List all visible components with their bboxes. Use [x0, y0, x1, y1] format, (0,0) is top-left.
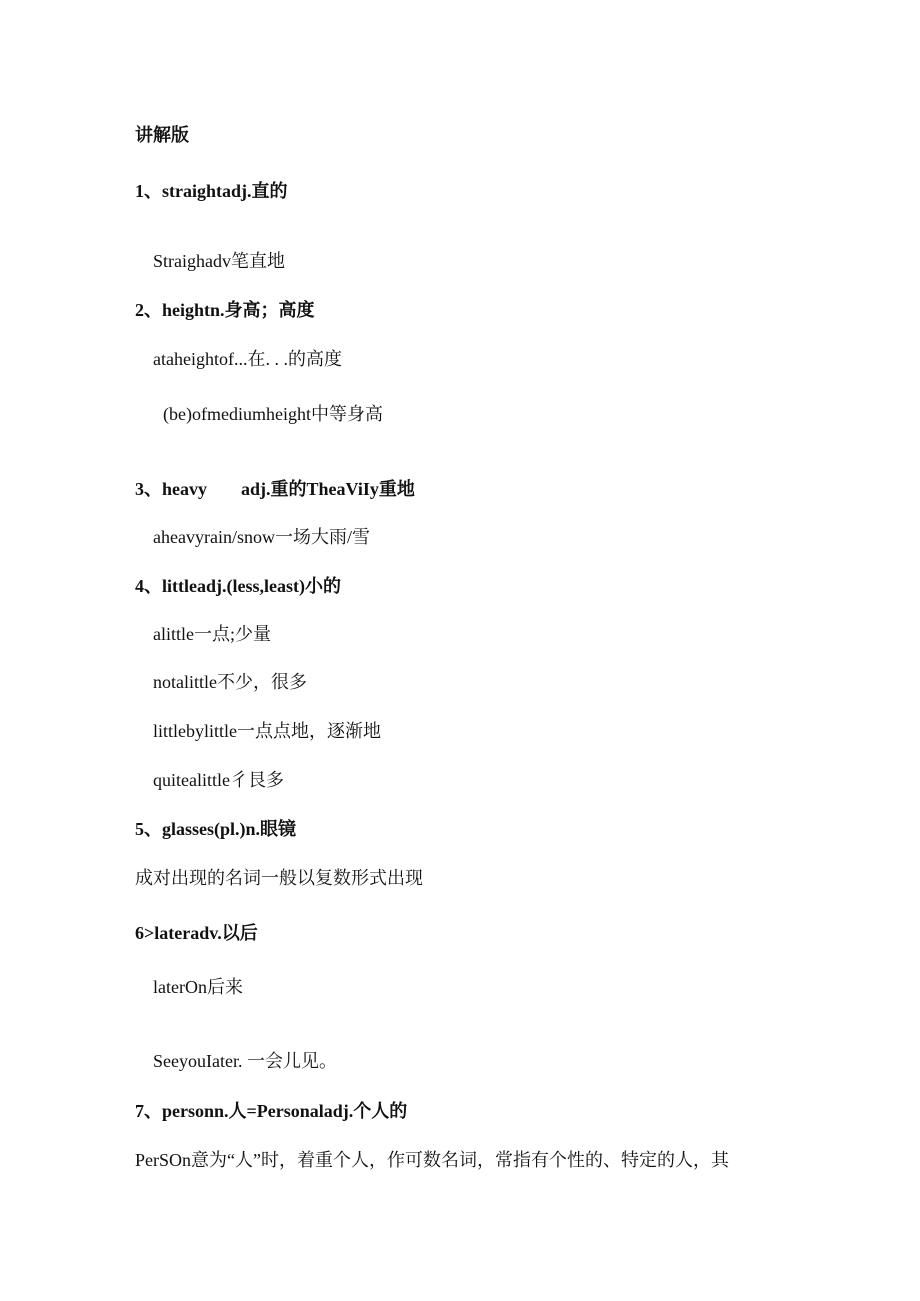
item-line: ataheightof...在. . .的高度: [153, 349, 342, 369]
item-line: quitealittle彳艮多: [153, 770, 284, 790]
item-heading-3-definition: adj.重的TheaViIy重地: [241, 479, 415, 499]
item-line: aheavyrain/snow一场大雨/雪: [153, 527, 370, 547]
item-line: Straighadv笔直地: [153, 251, 285, 271]
item-line: PerSOn意为“人”时，着重个人，作可数名词，常指有个性的、特定的人，其: [135, 1150, 729, 1170]
item-heading-4: 4、littleadj.(less,least)小的: [135, 576, 341, 596]
item-heading-1: 1、straightadj.直的: [135, 181, 288, 201]
item-line: littlebylittle一点点地，逐渐地: [153, 721, 381, 741]
item-heading-3: [135, 477, 415, 501]
item-line: alittle一点;少量: [153, 624, 271, 644]
item-line: laterOn后来: [153, 977, 243, 997]
item-heading-5: 5、glasses(pl.)n.眼镜: [135, 819, 297, 839]
item-line: SeeyouIater. 一会儿见。: [153, 1051, 337, 1071]
item-line: (be)ofmediumheight中等身高: [163, 404, 383, 424]
item-line: notalittle不少，很多: [153, 672, 307, 692]
item-heading-2: 2、heightn.身高；高度: [135, 300, 315, 320]
page-title: 讲解版: [135, 125, 189, 145]
item-line: 成对出现的名词一般以复数形式出现: [135, 868, 423, 888]
item-heading-3-word: 3、heavy: [135, 479, 207, 499]
item-heading-7: 7、personn.人=Personaladj.个人的: [135, 1101, 408, 1121]
item-heading-6: 6>lateradv.以后: [135, 923, 258, 943]
